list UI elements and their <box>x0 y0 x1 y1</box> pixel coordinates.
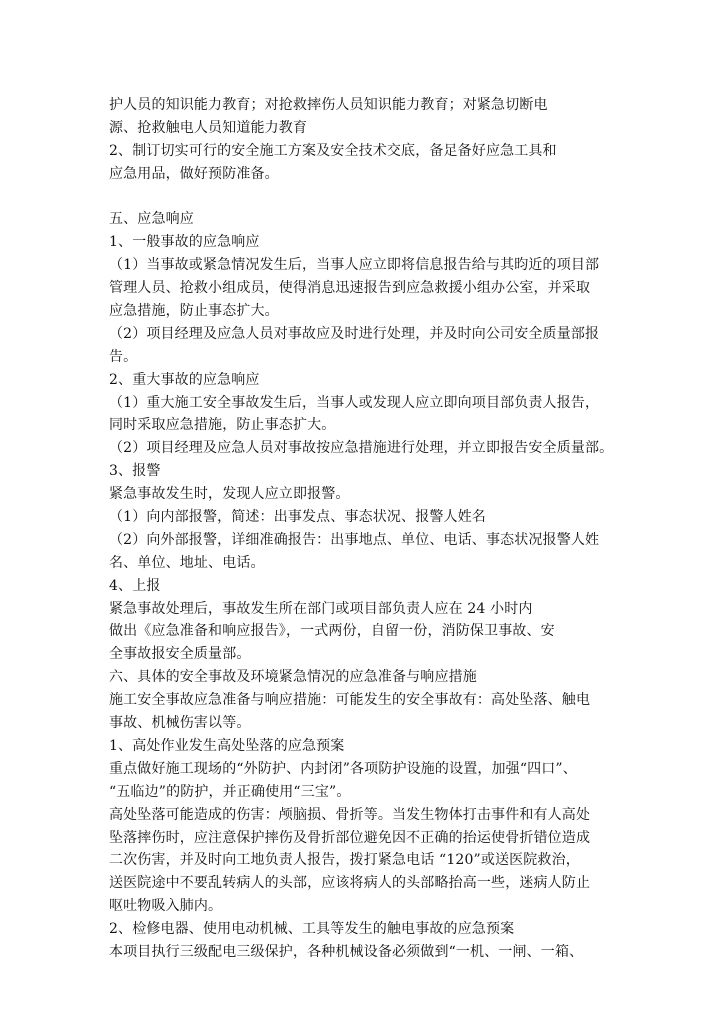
text-line: 紧急事故处理后，事故发生所在部门或项目部负责人应在 24 小时内 <box>109 600 533 617</box>
text-line: （1）当事故或紧急情况发生后，当事人应立即将信息报告给与其昀近的项目部 <box>109 257 600 274</box>
text-line: 4、上报 <box>109 577 161 594</box>
text-line: 重点做好施工现场的“外防护、内封闭”各项防护设施的设置，加强“四口”、 <box>109 760 577 777</box>
text-line: 事故、机械伤害以等。 <box>109 715 251 732</box>
text-line: 本项目执行三级配电三级保护，各种机械设备必须做到“一机、一闸、一箱、 <box>109 943 584 960</box>
text-line: （2）向外部报警，详细准确报告：出事地点、单位、电话、事态状况报警人姓 <box>109 531 600 548</box>
text-line: 做出《应急准备和响应报告》，一式两份，自留一份，消防保卫事故、安 <box>109 623 555 640</box>
text-line: 1、一般事故的应急响应 <box>109 234 260 251</box>
text-line: 源、抢救触电人员知道能力教育 <box>109 119 308 136</box>
text-line: 名、单位、地址、电话。 <box>109 554 265 571</box>
text-line: 六、具体的安全事故及环境紧急情况的应急准备与响应措施 <box>109 669 477 686</box>
document-body <box>109 94 629 964</box>
text-line: （1）向内部报警，简述：出事发点、事态状况、报警人姓名 <box>109 509 486 526</box>
text-line: 护人员的知识能力教育；对抢救摔伤人员知识能力教育；对紧急切断电 <box>109 97 548 113</box>
text-line: “五临边”的防护，并正确使用“三宝”。 <box>109 783 351 800</box>
text-line: 3、报警 <box>109 463 161 480</box>
text-line: 送医院途中不要乱转病人的头部，应该将病人的头部略抬高一些，迷病人防止 <box>109 875 591 892</box>
text-line: 管理人员、抢救小组成员，使得消息迅速报告到应急救援小组办公室，并采取 <box>109 280 591 297</box>
text-line: 施工安全事故应急准备与响应措施：可能发生的安全事故有：高处坠落、触电 <box>109 692 591 709</box>
text-line: 1、高处作业发生高处坠落的应急预案 <box>109 737 345 754</box>
text-line: 2、制订切实可行的安全施工方案及安全技术交底，备足备好应急工具和 <box>109 142 557 159</box>
text-line: 五、应急响应 <box>109 211 194 228</box>
text-line: 紧急事故发生时，发现人应立即报警。 <box>109 486 350 503</box>
text-line: 应急措施，防止事态扩大。 <box>109 303 279 320</box>
text-line: 二次伤害，并及时向工地负责人报告，拨打紧急电话 “120”或送医院救治， <box>109 852 580 869</box>
text-line: 2、重大事故的应急响应 <box>109 371 260 388</box>
text-line: （2）项目经理及应急人员对事故按应急措施进行处理，并立即报告安全质量部。 <box>109 440 614 457</box>
text-line: 2、检修电器、使用电动机械、工具等发生的触电事故的应急预案 <box>109 921 515 938</box>
text-line: 全事故报安全质量部。 <box>109 646 251 663</box>
text-line: 呕吐物吸入肺内。 <box>109 898 223 915</box>
text-line: （1）重大施工安全事故发生后，当事人或发现人应立即向项目部负责人报告， <box>109 394 600 411</box>
text-line: 同时采取应急措施，防止事态扩大。 <box>109 417 336 434</box>
text-line: 应急用品，做好预防准备。 <box>109 165 279 182</box>
blank-line <box>109 186 629 209</box>
text-line: 高处坠落可能造成的伤害：颅脑损、骨折等。当发生物体打击事件和有人高处 <box>109 806 591 823</box>
text-line: 告。 <box>109 348 138 365</box>
text-line: 坠落摔伤时，应注意保护摔伤及骨折部位避免因不正确的抬运使骨折错位造成 <box>109 829 591 846</box>
text-line: （2）项目经理及应急人员对事故应及时进行处理，并及时向公司安全质量部报 <box>109 325 600 342</box>
